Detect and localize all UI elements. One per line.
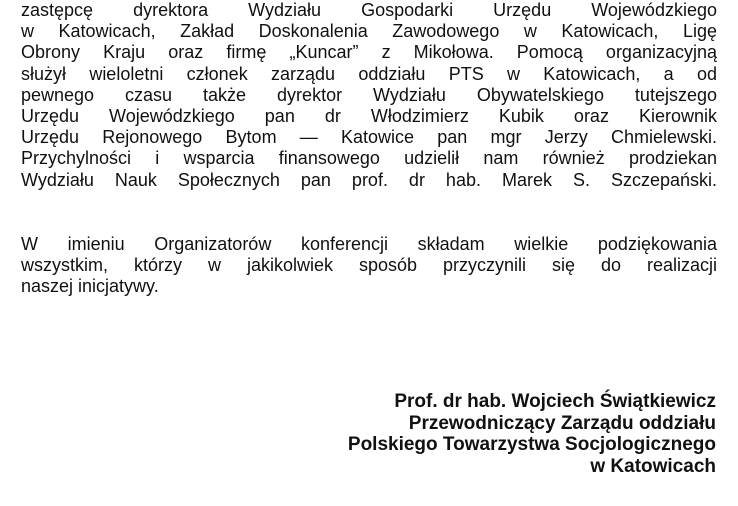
signature-name: Prof. dr hab. Wojciech Świątkiewicz [394, 391, 716, 412]
text-line: Urzędu Wojewódzkiego pan dr Włodzimierz Kubik oraz Kierownik [21, 105, 717, 126]
signature-block [348, 391, 716, 477]
text-line: Przychylności i wsparcia finansowego udzielił nam również prodziekan [21, 148, 717, 169]
text-line: naszej inicjatywy. [21, 276, 159, 297]
signature-role: Przewodniczący Zarządu oddziału [408, 412, 716, 434]
acknowledgement-paragraph [21, 0, 717, 191]
text-line: zastępcę dyrektora Wydziału Gospodarki Urzędu Wojewódzkiego [21, 0, 717, 20]
signature-organization: Polskiego Towarzystwa Socjologicznego [347, 434, 716, 455]
text-line: W imieniu Organizatorów konferencji składam wielkie podziękowania [21, 234, 717, 254]
text-line: pewnego czasu także dyrektor Wydziału Obywatelskiego tutejszego [21, 84, 717, 105]
text-line: w Katowicach, Zakład Doskonalenia Zawodowego w Katowicach, Ligę [21, 21, 717, 42]
signature-location: w Katowicach [590, 455, 716, 477]
text-line: Obrony Kraju oraz firmę „Kuncar” z Mikołowa. Pomocą organizacyjną [21, 42, 717, 63]
thanks-paragraph [21, 234, 717, 298]
text-line: Wydziału Nauk Społecznych pan prof. dr hab. Marek S. Szczepański. [21, 169, 717, 190]
text-line: wszystkim, którzy w jakikolwiek sposób przyczynili się do realizacji [21, 255, 717, 276]
text-line: Urzędu Rejonowego Bytom — Katowice pan mgr Jerzy Chmielewski. [21, 127, 717, 148]
text-line: służył wieloletni członek zarządu oddziału PTS w Katowicach, a od [21, 63, 717, 84]
